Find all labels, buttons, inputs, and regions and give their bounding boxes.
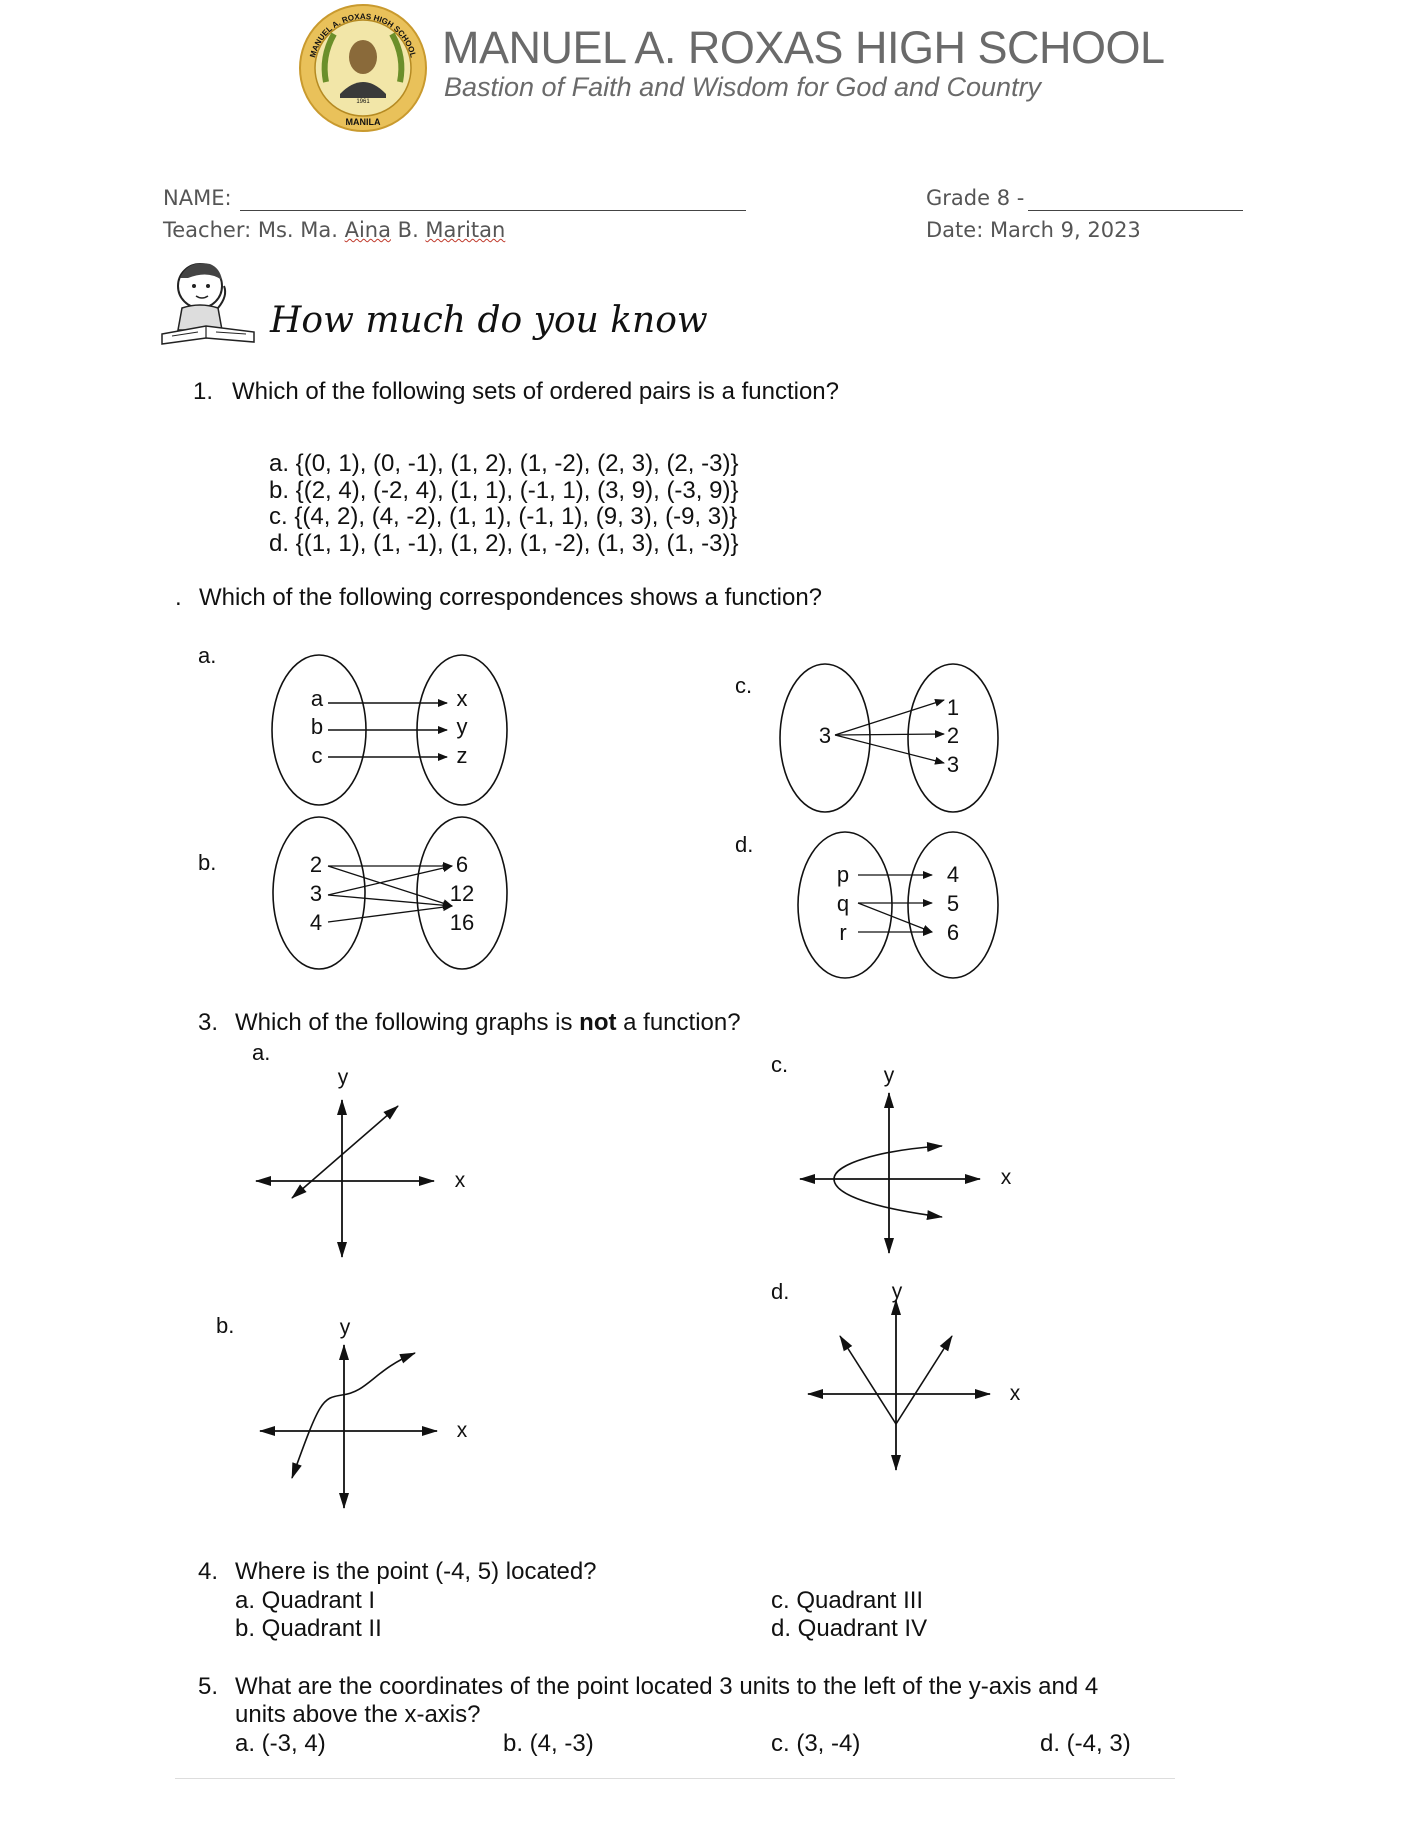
q3-label-b: b.	[216, 1313, 235, 1338]
q3-text-bold: not	[579, 1009, 617, 1036]
map-a-domain-a: a	[310, 686, 324, 711]
q4-number: 4.	[198, 1558, 219, 1585]
section-title: How much do you know	[270, 300, 708, 341]
graph-c-x-label: x	[1000, 1166, 1012, 1189]
map-d-range-6: 6	[946, 920, 960, 945]
map-c-range-2: 2	[946, 723, 960, 748]
q3-label-c: c.	[771, 1052, 789, 1077]
graph-a	[256, 1066, 466, 1257]
q3-label-a: a.	[252, 1040, 271, 1065]
q1-option-d: d. {(1, 1), (1, -1), (1, 2), (1, -2), (1, 3), (1, -3)}	[269, 530, 739, 557]
q1-option-a: a. {(0, 1), (0, -1), (1, 2), (1, -2), (2, 3), (2, -3)}	[269, 450, 739, 477]
seal-bottom-text: MANILA	[345, 117, 381, 127]
q5-number: 5.	[198, 1673, 219, 1700]
teacher-label: Teacher: Ms. Ma.	[163, 218, 345, 242]
graph-a-x-label: x	[454, 1169, 466, 1192]
seal-top-text: MANUEL A. ROXAS HIGH SCHOOL	[308, 11, 418, 59]
map-a-range-x: x	[456, 686, 468, 711]
name-label: NAME:	[163, 186, 232, 210]
map-c-domain-3: 3	[818, 723, 832, 748]
map-d-range-4: 4	[946, 862, 960, 887]
school-name: MANUEL A. ROXAS HIGH SCHOOL	[442, 22, 1165, 73]
graph-c	[800, 1064, 1012, 1253]
q4-option-a: a. Quadrant I	[235, 1587, 376, 1614]
q4-option-b: b. Quadrant II	[235, 1615, 382, 1642]
mapping-diagram-c	[780, 664, 998, 812]
q5-text-line1: What are the coordinates of the point located 3 units to the left of the y-axis and 4	[235, 1673, 1099, 1700]
mapping-diagram-b	[273, 817, 507, 969]
q3-number: 3.	[198, 1009, 219, 1036]
map-b-range-16: 16	[449, 910, 475, 935]
q3-text-before: Which of the following graphs is	[235, 1009, 580, 1036]
seal-year: 1961	[356, 99, 370, 105]
map-d-range-5: 5	[946, 891, 960, 916]
teacher-mid: B.	[390, 218, 426, 242]
q5-option-b: b. (4, -3)	[503, 1730, 594, 1757]
map-b-range-12: 12	[449, 881, 475, 906]
map-c-range-1: 1	[946, 695, 960, 720]
graph-d-x-label: x	[1009, 1382, 1021, 1405]
graph-b-x-label: x	[456, 1419, 468, 1442]
q5-option-a: a. (-3, 4)	[235, 1730, 326, 1757]
q2-label-a: a.	[198, 643, 217, 668]
q5-text-line2: units above the x-axis?	[235, 1701, 481, 1728]
map-a-domain-c: c	[311, 743, 323, 768]
map-b-domain-2: 2	[309, 852, 323, 877]
q2-label-b: b.	[198, 850, 217, 875]
map-c-range-3: 3	[946, 752, 960, 777]
teacher-first-name: Aina	[344, 218, 391, 242]
q3-label-d: d.	[771, 1279, 790, 1304]
mapping-diagram-a	[272, 655, 507, 805]
q4-option-d: d. Quadrant IV	[771, 1615, 928, 1642]
graph-b	[260, 1316, 468, 1508]
teacher-last-name: Maritan	[425, 218, 506, 242]
map-a-range-z: z	[456, 743, 468, 768]
date-label: Date: March 9, 2023	[926, 218, 1141, 242]
bottom-divider	[175, 1778, 1175, 1779]
q2-label-d: d.	[735, 832, 754, 857]
q5-option-c: c. (3, -4)	[771, 1730, 861, 1757]
q2-number: .	[175, 584, 182, 611]
map-b-domain-3: 3	[309, 881, 323, 906]
map-b-range-6: 6	[455, 852, 469, 877]
map-a-range-y: y	[456, 714, 468, 739]
q1-text: Which of the following sets of ordered pairs is a function?	[232, 378, 839, 405]
grade-label: Grade 8 -	[926, 186, 1025, 210]
q2-text: Which of the following correspondences shows a function?	[199, 584, 823, 611]
q5-option-d: d. (-4, 3)	[1040, 1730, 1131, 1757]
q4-text: Where is the point (-4, 5) located?	[235, 1558, 597, 1585]
map-d-domain-q: q	[836, 891, 850, 916]
graph-d-y-label: y	[891, 1280, 903, 1303]
q1-number: 1.	[193, 378, 214, 405]
map-b-domain-4: 4	[309, 910, 323, 935]
graph-a-y-label: y	[337, 1066, 349, 1089]
graph-d	[808, 1280, 1021, 1470]
map-d-domain-r: r	[839, 920, 847, 945]
q2-label-c: c.	[735, 673, 753, 698]
map-d-domain-p: p	[836, 862, 850, 887]
q4-option-c: c. Quadrant III	[771, 1587, 924, 1614]
school-motto: Bastion of Faith and Wisdom for God and Country	[444, 72, 1042, 102]
q1-option-c: c. {(4, 2), (4, -2), (1, 1), (-1, 1), (9, 3), (-9, 3)}	[269, 503, 738, 530]
graph-b-y-label: y	[339, 1316, 351, 1339]
q3-text	[235, 1009, 741, 1037]
graph-c-y-label: y	[883, 1064, 895, 1087]
q1-option-b: b. {(2, 4), (-2, 4), (1, 1), (-1, 1), (3, 9), (-3, 9)}	[269, 477, 739, 504]
mapping-diagram-d	[798, 832, 998, 978]
q3-text-after: a function?	[616, 1009, 741, 1036]
map-a-domain-b: b	[310, 714, 324, 739]
